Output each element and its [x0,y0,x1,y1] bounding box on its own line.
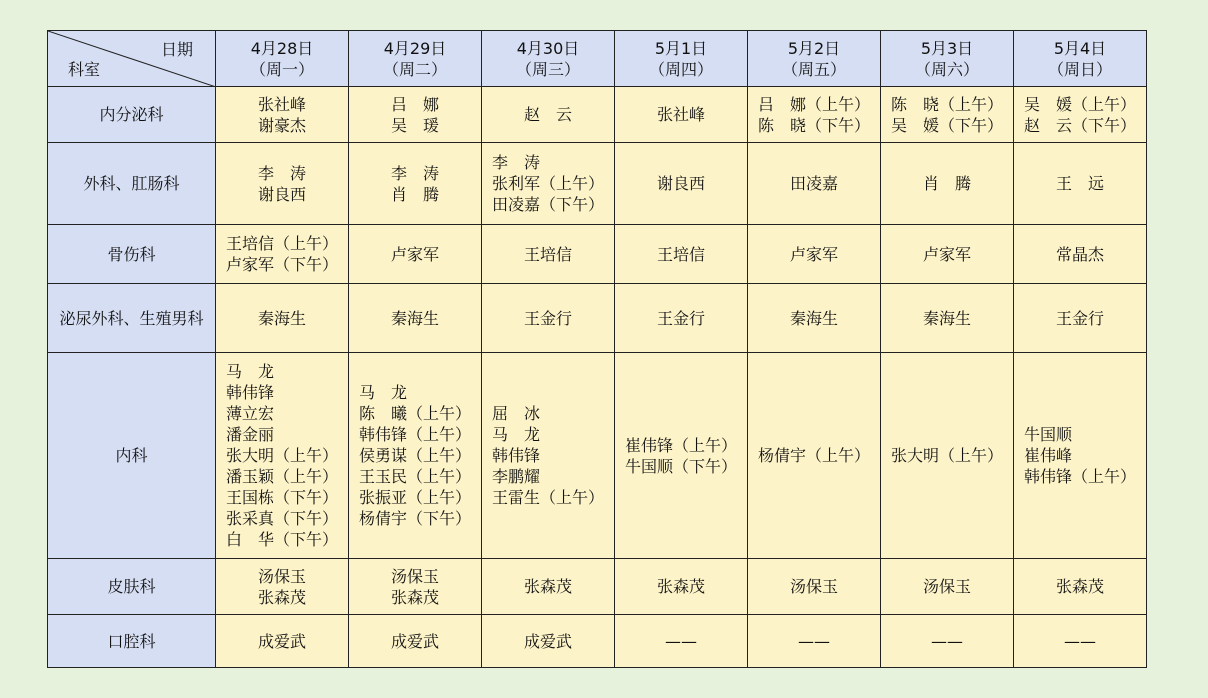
doctor-list [1056,244,1104,265]
doctor-name: 王培信 [523,244,572,264]
doctor-name: 王雷生（上午） [491,488,604,507]
doctor-list [798,631,830,652]
duty-cell [615,559,748,615]
doctor-name: 卢家军 [789,244,838,264]
duty-cell [615,143,748,225]
doctor-name: 牛国顺（下午） [624,456,737,476]
doctor-name: 汤保玉 [257,566,306,586]
doctor-name: 侯勇谋（上午） [358,446,471,465]
doctor-name: 汤保玉 [390,566,439,586]
doctor-name: 张利军（上午） [491,174,604,193]
duty-cell [1014,615,1147,668]
doctor-name: 马 龙 [358,383,407,402]
doctor-list [790,173,838,194]
duty-cell [1014,143,1147,225]
duty-cell [216,225,349,284]
doctor-name: 张社峰 [656,105,705,124]
doctor-list [665,631,697,652]
doctor-name: 王培信（上午） [225,234,338,253]
doctor-list [790,244,838,265]
doctor-name: 李 涛 [390,163,439,183]
doctor-list [1056,173,1104,194]
doctor-name: 田凌嘉 [789,174,838,193]
department-cell: 泌尿外科、生殖男科 [48,284,216,353]
doctor-name: 吴 媛（下午） [890,115,1003,135]
table-row [48,143,1147,225]
duty-cell [1014,559,1147,615]
doctor-list [790,576,838,597]
doctor-name: —— [798,631,830,651]
doctor-name: —— [931,631,963,651]
weekday-label: （周日） [1047,59,1112,79]
doctor-name: 张振亚（上午） [358,488,471,507]
doctor-list [657,104,705,125]
date-label: 4月30日 [516,38,580,58]
duty-cell [615,225,748,284]
doctor-list [1064,631,1096,652]
duty-cell [748,87,881,143]
weekday-label: （周六） [914,59,979,79]
doctor-list [891,445,1003,466]
doctor-name: 王玉民（上午） [358,467,471,486]
duty-cell [748,353,881,559]
duty-cell [216,559,349,615]
doctor-list [657,244,705,265]
doctor-name: 谢良西 [257,184,306,204]
doctor-name: 卢家军（下午） [225,255,338,274]
duty-cell [1014,225,1147,284]
duty-cell [216,87,349,143]
doctor-name: 卢家军 [390,244,439,264]
duty-cell [482,143,615,225]
weekday-label: （周一） [249,59,314,79]
doctor-name: 谢豪杰 [257,115,306,135]
doctor-name: 赵 云 [523,105,572,124]
department-cell: 外科、肛肠科 [48,143,216,225]
doctor-name: 汤保玉 [922,577,971,596]
date-header [216,31,349,87]
duty-cell [216,284,349,353]
doctor-name: 张大明（上午） [225,446,338,465]
duty-cell [349,225,482,284]
date-label: 5月4日 [1053,38,1107,58]
duty-cell [349,615,482,668]
duty-cell [748,284,881,353]
doctor-name: 卢家军 [922,244,971,264]
doctor-list [258,94,306,136]
doctor-name: 田凌嘉（下午） [491,195,604,214]
doctor-list [524,104,572,125]
doctor-name: 常晶杰 [1055,244,1104,264]
duty-cell [748,559,881,615]
duty-cell [1014,353,1147,559]
doctor-name: 吕 娜（上午） [757,94,870,114]
doctor-name: 秦海生 [789,308,838,328]
doctor-list [492,152,604,215]
doctor-name: 张森茂 [523,577,572,596]
doctor-list [391,94,439,136]
duty-schedule-table [47,30,1147,668]
doctor-name: 杨倩宇（下午） [358,509,471,528]
date-label: 5月1日 [654,38,708,58]
doctor-name: 王 远 [1055,174,1104,193]
date-label: 4月29日 [383,38,447,58]
doctor-list [657,308,705,329]
date-label: 4月28日 [250,38,314,58]
department-cell: 内科 [48,353,216,559]
doctor-name: 谢良西 [656,174,705,193]
date-header [1014,31,1147,87]
doctor-name: —— [665,631,697,651]
date-header [349,31,482,87]
doctor-list [524,576,572,597]
duty-cell [881,353,1014,559]
corner-header [48,31,216,87]
duty-cell [349,284,482,353]
doctor-name: 成爱武 [257,631,306,651]
doctor-list [524,244,572,265]
doctor-name: 吴 媛（上午） [1023,94,1136,114]
doctor-name: 肖 腾 [390,184,439,204]
doctor-list [258,163,306,205]
doctor-name: 潘金丽 [225,425,274,444]
department-cell: 皮肤科 [48,559,216,615]
duty-cell [748,225,881,284]
table-row [48,87,1147,143]
doctor-name: 李 涛 [257,163,306,183]
doctor-list [391,163,439,205]
doctor-name: 张森茂 [656,577,705,596]
doctor-list [391,631,439,652]
date-label: 5月3日 [920,38,974,58]
doctor-name: 陈 晓（下午） [757,115,870,135]
weekday-label: （周五） [781,59,846,79]
doctor-name: 杨倩宇（上午） [757,446,870,465]
duty-cell [1014,87,1147,143]
doctor-list [891,94,1003,136]
doctor-name: 汤保玉 [789,577,838,596]
duty-cell [615,284,748,353]
doctor-list [758,445,870,466]
duty-cell [349,87,482,143]
doctor-list [923,173,971,194]
table-row [48,353,1147,559]
date-header [881,31,1014,87]
doctor-name: 张森茂 [390,587,439,607]
doctor-name: 张采真（下午） [225,509,338,528]
duty-cell [881,225,1014,284]
duty-cell [482,284,615,353]
department-cell: 骨伤科 [48,225,216,284]
doctor-name: 成爱武 [390,631,439,651]
doctor-name: 陈 晓（上午） [890,94,1003,114]
doctor-name: 张森茂 [257,587,306,607]
doctor-name: 崔伟锋（上午） [624,435,737,455]
duty-cell [881,559,1014,615]
doctor-list [923,244,971,265]
doctor-list [226,233,338,275]
duty-cell [748,143,881,225]
doctor-list [492,403,604,508]
doctor-name: 王金行 [1055,308,1104,328]
doctor-name: 秦海生 [922,308,971,328]
doctor-list [391,566,439,608]
duty-cell [216,615,349,668]
doctor-name: 牛国顺 [1023,425,1072,444]
weekday-label: （周二） [382,59,447,79]
doctor-list [657,173,705,194]
duty-cell [482,87,615,143]
doctor-name: 秦海生 [257,308,306,328]
doctor-name: 张大明（上午） [890,446,1003,465]
doctor-name: 王金行 [656,308,705,328]
doctor-name: 王培信 [656,244,705,264]
doctor-name: 崔伟峰 [1023,446,1072,465]
duty-cell [881,284,1014,353]
doctor-name: 赵 云（下午） [1023,115,1136,135]
doctor-name: 韩伟锋（上午） [1023,467,1136,486]
doctor-list [1024,94,1136,136]
doctor-name: 陈 曦（上午） [358,404,471,423]
doctor-list [359,382,471,529]
duty-cell [216,143,349,225]
table-row [48,559,1147,615]
doctor-name: 张森茂 [1055,577,1104,596]
doctor-list [391,308,439,329]
date-header [748,31,881,87]
doctor-name: 肖 腾 [922,174,971,193]
weekday-label: （周三） [515,59,580,79]
duty-cell [349,143,482,225]
doctor-list [258,308,306,329]
duty-cell [881,87,1014,143]
doctor-list [923,576,971,597]
doctor-list [657,576,705,597]
doctor-name: 马 龙 [491,425,540,444]
doctor-name: 王金行 [523,308,572,328]
duty-cell [881,143,1014,225]
duty-cell [615,353,748,559]
doctor-name: 韩伟锋 [225,383,274,402]
doctor-list [923,308,971,329]
doctor-name: 吕 娜 [390,94,439,114]
department-cell: 内分泌科 [48,87,216,143]
date-header [615,31,748,87]
doctor-name: 白 华（下午） [225,530,338,549]
duty-cell [482,353,615,559]
date-header [482,31,615,87]
doctor-list [258,566,306,608]
doctor-list [931,631,963,652]
doctor-list [258,631,306,652]
doctor-name: 韩伟锋（上午） [358,425,471,444]
doctor-list [1024,424,1136,487]
date-axis-label: 日期 [160,40,193,59]
doctor-list [524,631,572,652]
duty-cell [881,615,1014,668]
doctor-list [226,361,338,550]
doctor-list [524,308,572,329]
doctor-list [391,244,439,265]
doctor-list [1056,576,1104,597]
duty-cell [349,353,482,559]
duty-cell [216,353,349,559]
doctor-list [758,94,870,136]
doctor-list [1056,308,1104,329]
duty-cell [615,615,748,668]
department-axis-label: 科室 [68,60,101,79]
doctor-name: 薄立宏 [225,404,274,423]
duty-cell [482,615,615,668]
doctor-list [790,308,838,329]
date-label: 5月2日 [787,38,841,58]
table-row [48,615,1147,668]
doctor-name: 李 涛 [491,153,540,172]
doctor-name: 王国栋（下午） [225,488,338,507]
duty-cell [615,87,748,143]
doctor-name: 成爱武 [523,631,572,651]
doctor-name: 张社峰 [257,94,306,114]
table-row [48,284,1147,353]
duty-cell [482,559,615,615]
doctor-name: 马 龙 [225,362,274,381]
doctor-name: —— [1064,631,1096,651]
duty-cell [482,225,615,284]
duty-cell [1014,284,1147,353]
doctor-name: 秦海生 [390,308,439,328]
duty-cell [748,615,881,668]
department-cell: 口腔科 [48,615,216,668]
doctor-name: 李鹏耀 [491,467,540,486]
weekday-label: （周四） [648,59,713,79]
table-row [48,225,1147,284]
doctor-name: 吴 瑗 [390,115,439,135]
doctor-name: 潘玉颖（上午） [225,467,338,486]
doctor-list [625,435,737,477]
doctor-name: 屈 冰 [491,404,540,423]
doctor-name: 韩伟锋 [491,446,540,465]
duty-cell [349,559,482,615]
